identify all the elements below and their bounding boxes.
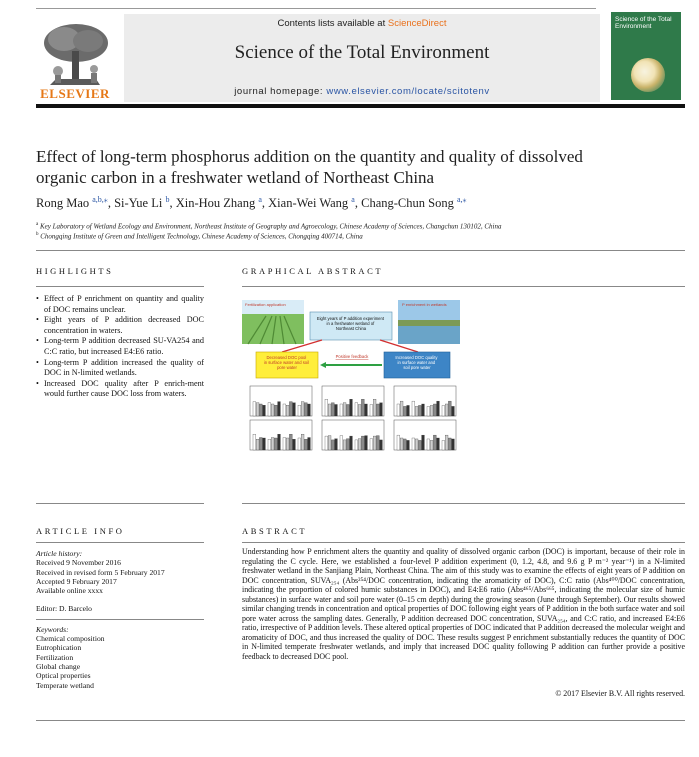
mini-chart-bar — [256, 403, 259, 416]
history-online: Available online xxxx — [36, 586, 103, 596]
mini-chart-bar — [335, 439, 338, 450]
affiliation-b-text: Chongqing Institute of Green and Intelligent Technology, Chinese Academy of Sciences, Chongqing 400714, China — [38, 232, 363, 241]
mini-chart-bar — [370, 404, 373, 416]
mini-chart-bar — [442, 440, 445, 450]
mini-chart-bar — [427, 439, 430, 450]
article-info-rule — [36, 542, 204, 543]
homepage-link[interactable]: www.elsevier.com/locate/scitotenv — [326, 86, 490, 97]
author-list — [36, 195, 676, 211]
photo-fertilization — [242, 300, 304, 344]
footer-rule — [36, 720, 685, 721]
affiliation-a — [36, 222, 686, 230]
mini-chart-bar — [283, 404, 286, 416]
mini-chart-bar — [301, 402, 304, 416]
author-separator: , — [107, 196, 115, 211]
sciencedirect-link[interactable]: ScienceDirect — [387, 18, 447, 29]
mini-chart-bar — [376, 436, 379, 450]
mini-chart-bar — [293, 439, 296, 450]
mini-chart-bar — [400, 401, 403, 416]
mini-chart-bar — [403, 439, 406, 450]
mini-chart-bar — [380, 440, 383, 450]
highlights-heading: HIGHLIGHTS — [36, 266, 114, 276]
article-info-rule-top — [36, 503, 204, 504]
affiliation-a-marker: a — [36, 222, 39, 227]
photo-wetland — [398, 300, 460, 344]
mini-chart-bar — [271, 438, 274, 450]
mini-chart-bar — [331, 403, 334, 416]
mini-chart-bar — [328, 404, 331, 416]
author-name[interactable]: Xian-Wei Wang — [268, 196, 352, 211]
mini-chart-bar — [380, 403, 383, 416]
history-label: Article history: — [36, 549, 83, 558]
mini-chart-bar — [437, 401, 440, 416]
mini-chart-bar — [286, 405, 289, 416]
mini-chart-bar — [427, 406, 430, 416]
abstract-rule — [242, 542, 685, 543]
contents-prefix: Contents lists available at — [277, 18, 388, 29]
mini-chart-bar — [328, 436, 331, 450]
mini-chart-bar — [407, 440, 410, 450]
mini-chart-bar — [373, 436, 376, 450]
mini-chart-bar — [448, 438, 451, 450]
history-revised: Received in revised form 5 February 2017 — [36, 567, 165, 577]
mini-chart-bar — [358, 439, 361, 450]
mini-chart-bar — [268, 439, 271, 450]
mini-chart-bar — [325, 399, 328, 416]
mini-chart-bar — [343, 403, 346, 416]
cover-title: Science of the Total Environment — [615, 16, 672, 30]
mini-chart-bar — [268, 403, 271, 416]
article-info — [36, 549, 204, 690]
mini-chart-bar — [397, 404, 400, 416]
mini-chart-bar — [415, 439, 418, 450]
mini-chart-bar — [373, 399, 376, 416]
mini-chart-bar — [289, 402, 292, 416]
mini-chart-bar — [412, 401, 415, 416]
mini-chart-bar — [289, 434, 292, 450]
highlight-item: • Effect of P enrichment on quantity and quality of DOC remains unclear. — [36, 294, 204, 315]
mini-chart-bar — [256, 439, 259, 450]
author-separator: , — [169, 196, 176, 211]
mini-chart-bar — [361, 399, 364, 416]
highlight-item: • Long-term P addition increased the quality of DOC in N-limited wetlands. — [36, 358, 204, 379]
article-title: Effect of long-term phosphorus addition on the quantity and quality of dissolved organic carbon in a freshwater wetland of Northeast China — [36, 147, 583, 187]
mini-chart-bar — [407, 405, 410, 416]
mini-chart-bar — [358, 404, 361, 416]
mini-chart-bar — [335, 404, 338, 416]
mini-chart-bar — [346, 404, 349, 416]
journal-cover — [611, 12, 681, 100]
mini-chart-bar — [433, 404, 436, 416]
author-name[interactable]: Chang-Chun Song — [361, 196, 457, 211]
mini-chart-bar — [448, 401, 451, 416]
mini-chart-bar — [293, 403, 296, 416]
homepage-prefix: journal homepage: — [234, 86, 327, 97]
mini-chart-bar — [286, 438, 289, 450]
author-separator: , — [354, 196, 362, 211]
author-affiliation-marker[interactable]: a,b,⁎ — [92, 195, 108, 204]
mini-chart-bar — [308, 438, 311, 450]
feedback-label: Positive feedback — [335, 354, 369, 359]
mini-chart-bar — [283, 438, 286, 450]
mini-chart-bar — [355, 403, 358, 416]
history-received: Received 9 November 2016 — [36, 558, 121, 568]
contents-line — [124, 18, 600, 29]
mini-bar-charts — [250, 386, 456, 450]
publisher-logo-text: ELSEVIER — [40, 86, 110, 101]
mini-chart-bar — [298, 405, 301, 416]
mini-chart-bar — [452, 406, 455, 416]
mini-chart-bar — [304, 439, 307, 450]
author-affiliation-marker[interactable]: b — [165, 195, 170, 204]
mini-chart-bar — [437, 438, 440, 450]
mini-chart-bar — [452, 439, 455, 450]
mini-chart-bar — [343, 440, 346, 450]
mini-chart-bar — [400, 438, 403, 450]
mini-chart-bar — [361, 436, 364, 450]
author-affiliation-marker[interactable]: a,⁎ — [456, 195, 467, 204]
mini-chart-bar — [418, 440, 421, 450]
mini-chart-bar — [298, 438, 301, 450]
mini-chart-bar — [259, 404, 262, 416]
graphical-abstract-rule — [242, 286, 685, 287]
cover-globe-image — [631, 58, 665, 92]
mini-chart-bar — [278, 402, 281, 416]
abstract-heading: ABSTRACT — [242, 526, 308, 536]
highlight-item: • Increased DOC quality after P enrich-ment would further cause DOC loss from waters. — [36, 379, 204, 400]
mini-chart-bar — [331, 440, 334, 450]
editor-line: Editor: D. Barcelo — [36, 604, 92, 614]
keyword-item: Eutrophication — [36, 643, 82, 653]
highlights-list — [36, 294, 204, 400]
mini-chart-bar — [355, 440, 358, 450]
keyword-item: Fertilization — [36, 652, 74, 662]
abstract-rule-top — [242, 503, 685, 504]
mini-chart-bar — [304, 403, 307, 416]
mini-chart-bar — [412, 438, 415, 450]
abstract-text: Understanding how P enrichment alters the quantity and quality of dissolved organic carbon (DOC) is important, because of their role in regulating the C cycle. Here, we established a four-level P addition experiment (0, 1.2, 4.8, and 9.6 g P m⁻² year⁻¹) in a N-limited freshwater wetland in the Sanjiang Plain, Northeast China. The aim of this study was to examine the effects of eight years of P addition on DOC concentration, SUVA₂₅₄ (Abs²⁵⁴/DOC concentration, indicating the aromaticity of DOC), C:C ratio (Abs⁴⁰⁰/DOC concentration, indicating the proportion of colored humic substances in DOC), and E4:E6 ratio (Abs⁴⁶⁵/Abs⁶⁶⁵, indicating the molecular size of humic substances) in surface water and soil pore water (0–15 cm depth) during the growing season (June through September). Our results showed similar changing trends in concentration and optical properties of DOC following eight years of P addition in the both surface water and soil pore water across the sampling dates. Generally, P addition decreased DOC concentration, SUVA₂₅₄, and C:C ratio, and increased E4:E6 ratio, irrespective of P addition levels. These altered optical properties of DOC indicated that P addition decreased the molecular weight and aromaticity of DOC, and thus increased the quality of DOC. These results suggest P enrichment substantially reduces the quantity of DOC in N-limited temperate freshwater wetlands, and imply that increased DOC quality following P addition can further provide a positive feedback to decreased DOC pool. — [242, 547, 685, 661]
keyword-item: Global change — [36, 661, 81, 671]
right-box-text: Increased DOC quality in surface water and soil pore water — [395, 355, 438, 370]
keywords-label: Keywords: — [36, 624, 69, 634]
mini-chart-bar — [346, 439, 349, 450]
mini-chart-bar — [263, 405, 266, 416]
highlight-item: • Eight years of P addition decreased DOC concentration in waters. — [36, 315, 204, 336]
mini-chart-bar — [422, 435, 425, 450]
mini-chart-bar — [301, 434, 304, 450]
header-top-rule — [36, 8, 596, 9]
header-thick-rule — [36, 104, 685, 108]
keyword-item: Optical properties — [36, 671, 91, 681]
mini-chart-bar — [365, 436, 368, 450]
keyword-item: Chemical composition — [36, 634, 105, 644]
photo1-label: Fertilization application — [245, 302, 286, 307]
journal-title: Science of the Total Environment — [234, 42, 490, 63]
affiliation-b-marker: b — [36, 232, 39, 237]
author-separator: , — [261, 196, 269, 211]
mini-chart-bar — [433, 435, 436, 450]
author-affiliation-marker[interactable]: a — [351, 195, 355, 204]
mini-chart-bar — [442, 405, 445, 416]
mini-chart-bar — [350, 399, 353, 416]
mini-chart-bar — [430, 405, 433, 416]
mini-chart-bar — [325, 436, 328, 450]
mini-chart-bar — [422, 404, 425, 416]
affiliation-a-text: Key Laboratory of Wetland Ecology and Environment, Northeast Institute of Geography and Agroecology, Chinese Academy of Sciences, Changchun 130102, China — [38, 222, 502, 231]
highlights-rule — [36, 286, 204, 287]
author-affiliation-marker[interactable]: a — [258, 195, 262, 204]
mini-chart-bar — [445, 435, 448, 450]
mini-chart-bar — [340, 436, 343, 450]
keyword-item: Temperate wetland — [36, 680, 94, 690]
center-box-text: Eight years of P addition experiment in a freshwater wetland of Northeast China — [316, 316, 385, 331]
mini-chart-bar — [350, 436, 353, 450]
mini-chart-bar — [370, 439, 373, 450]
history-accepted: Accepted 9 February 2017 — [36, 576, 117, 586]
mini-chart-bar — [253, 434, 256, 450]
graphical-abstract-heading: GRAPHICAL ABSTRACT — [242, 266, 384, 276]
mini-chart-bar — [403, 406, 406, 416]
mini-chart-bar — [271, 404, 274, 416]
mini-chart-bar — [263, 438, 266, 450]
mini-chart-bar — [253, 402, 256, 416]
keywords-rule — [36, 619, 204, 620]
mini-chart-bar — [259, 438, 262, 450]
photo2-label: P enrichment in wetlands — [402, 302, 447, 307]
affiliation-b — [36, 232, 686, 240]
author-name[interactable]: Xin-Hou Zhang — [175, 196, 259, 211]
mini-chart-bar — [430, 440, 433, 450]
author-name[interactable]: Rong Mao — [36, 196, 93, 211]
mini-chart-bar — [415, 406, 418, 416]
mini-chart-bar — [445, 404, 448, 416]
mini-chart-bar — [397, 435, 400, 450]
article-info-heading: ARTICLE INFO — [36, 526, 125, 536]
mini-chart-bar — [278, 434, 281, 450]
mini-chart-bar — [340, 404, 343, 416]
left-box-text: Decreased DOC pool in surface water and soil pore water — [263, 355, 309, 370]
mini-chart-bar — [365, 404, 368, 416]
highlight-item: • Long-term P addition decreased SU-VA254 and C:C ratio, but increased E4:E6 ratio. — [36, 336, 204, 357]
mini-chart-bar — [308, 404, 311, 416]
mini-chart-bar — [274, 438, 277, 450]
journal-homepage — [124, 86, 600, 97]
feedback-arrowhead — [320, 362, 326, 368]
mini-chart-bar — [418, 405, 421, 416]
graphical-abstract-figure — [242, 296, 460, 454]
mini-chart-bar — [274, 405, 277, 416]
affiliation-rule — [36, 250, 685, 251]
author-name[interactable]: Si-Yue Li — [114, 196, 166, 211]
copyright: © 2017 Elsevier B.V. All rights reserved. — [555, 689, 685, 698]
mini-chart-bar — [376, 404, 379, 416]
